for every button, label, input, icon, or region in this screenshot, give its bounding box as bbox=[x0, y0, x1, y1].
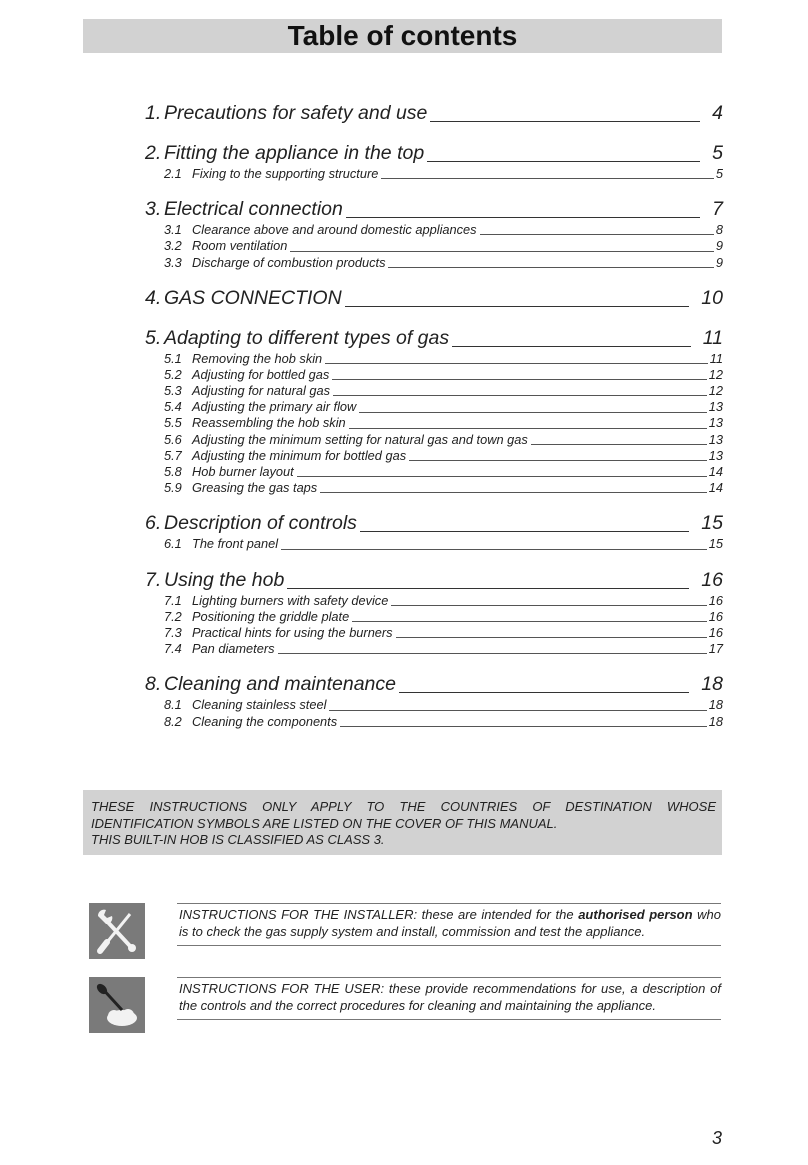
toc-entry-title: Adapting to different types of gas bbox=[164, 326, 450, 349]
toc-subentry-title: Adjusting the minimum setting for natural gas and town gas bbox=[192, 431, 528, 447]
toc-section bbox=[145, 101, 723, 126]
toc-section bbox=[145, 511, 723, 552]
tools-icon bbox=[89, 903, 145, 959]
toc-leader bbox=[360, 531, 689, 532]
toc-subentry[interactable] bbox=[145, 625, 723, 641]
toc-subentry[interactable] bbox=[145, 255, 723, 271]
toc-leader bbox=[278, 653, 707, 654]
toc-entry-page: 11 bbox=[702, 326, 723, 349]
toc-subentry-number: 3.3 bbox=[164, 254, 182, 270]
toc-subentry[interactable] bbox=[145, 448, 723, 464]
toc-subentry[interactable] bbox=[145, 383, 723, 399]
toc-subentry-page: 9 bbox=[715, 254, 723, 270]
toc-section bbox=[145, 326, 723, 497]
notice-line-1: THESE INSTRUCTIONS ONLY APPLY TO THE COUNTRIES OF DESTINATION WHOSE IDENTIFICATION SYMBOLS ARE LISTED ON THE COVER OF THIS MANUAL. bbox=[91, 799, 716, 831]
toc-entry[interactable] bbox=[145, 326, 723, 351]
toc-leader bbox=[391, 605, 706, 606]
toc-section bbox=[145, 286, 723, 311]
toc-subentry-title: Removing the hob skin bbox=[192, 350, 323, 366]
toc-leader bbox=[349, 428, 707, 429]
toc-subentry-number: 7.2 bbox=[164, 608, 182, 624]
toc-subentry[interactable] bbox=[145, 222, 723, 238]
toc-subentry-number: 5.1 bbox=[164, 350, 182, 366]
user-text: INSTRUCTIONS FOR THE USER: these provide recommendations for use, a description of the controls and the correct procedures for cleaning and maintaining the appliance. bbox=[179, 981, 721, 1013]
toc-subentry-title: Hob burner layout bbox=[192, 464, 294, 480]
installer-text-post: who is to check the gas supply system and install, commission and test the appliance. bbox=[179, 907, 721, 939]
toc-subentry-page: 5 bbox=[715, 165, 723, 181]
toc-entry-number: 5. bbox=[145, 326, 162, 349]
toc-subentry-number: 8.2 bbox=[164, 713, 182, 729]
toc-subentry[interactable] bbox=[145, 697, 723, 713]
toc-leader bbox=[297, 476, 707, 477]
toc-subentry-page: 18 bbox=[708, 697, 723, 713]
toc-subentry[interactable] bbox=[145, 609, 723, 625]
installer-text-pre: INSTRUCTIONS FOR THE INSTALLER: these are intended for the bbox=[179, 907, 579, 922]
toc-subentry[interactable] bbox=[145, 432, 723, 448]
toc-entry-number: 8. bbox=[145, 673, 162, 696]
toc-subentry-page: 8 bbox=[715, 222, 723, 238]
toc-entry-page: 4 bbox=[712, 102, 723, 124]
chef-spoon-icon bbox=[89, 977, 145, 1033]
toc-subentry-title: Room ventilation bbox=[192, 238, 288, 254]
toc-subentry-title: Lighting burners with safety device bbox=[192, 592, 389, 608]
toc-entry-number: 4. bbox=[145, 286, 162, 309]
toc-entry-title: Description of controls bbox=[164, 512, 357, 535]
table-of-contents bbox=[145, 101, 723, 745]
toc-subentry[interactable] bbox=[145, 166, 723, 182]
toc-entry-page: 18 bbox=[701, 673, 723, 696]
toc-entry-title: Cleaning and maintenance bbox=[164, 673, 397, 696]
toc-leader bbox=[409, 460, 707, 461]
toc-subentry[interactable] bbox=[145, 593, 723, 609]
installer-text-bold: authorised person bbox=[578, 907, 693, 922]
page-number: 3 bbox=[711, 1128, 722, 1148]
toc-subentry-title: Practical hints for using the burners bbox=[192, 624, 393, 640]
toc-subentry-page: 13 bbox=[708, 415, 723, 431]
toc-subentry-number: 3.1 bbox=[164, 222, 182, 238]
toc-leader bbox=[352, 621, 707, 622]
toc-subentry-title: Adjusting for bottled gas bbox=[192, 366, 330, 382]
toc-entry-title: Precautions for safety and use bbox=[164, 102, 428, 124]
toc-leader bbox=[388, 267, 713, 268]
toc-subentry[interactable] bbox=[145, 238, 723, 254]
toc-subentry-number: 6.1 bbox=[164, 536, 182, 552]
toc-subentry-page: 15 bbox=[708, 536, 723, 552]
toc-subentry-number: 7.1 bbox=[164, 592, 182, 608]
toc-entry-number: 3. bbox=[145, 198, 162, 221]
toc-entry-title: Using the hob bbox=[164, 568, 285, 591]
toc-subentry-number: 5.5 bbox=[164, 415, 182, 431]
toc-subentry-page: 18 bbox=[708, 713, 723, 729]
toc-leader bbox=[346, 217, 700, 218]
toc-subentry-page: 14 bbox=[708, 464, 723, 480]
toc-subentry-title: Reassembling the hob skin bbox=[192, 415, 346, 431]
toc-subentry-page: 17 bbox=[708, 641, 723, 657]
toc-subentry-title: Fixing to the supporting structure bbox=[192, 165, 379, 181]
toc-entry-page: 10 bbox=[701, 286, 723, 309]
toc-subentry-page: 16 bbox=[708, 624, 723, 640]
toc-subentry[interactable] bbox=[145, 399, 723, 415]
toc-subentry-title: Adjusting the minimum for bottled gas bbox=[192, 447, 407, 463]
installer-instructions bbox=[177, 903, 721, 946]
toc-leader bbox=[430, 121, 700, 122]
page-title: Table of contents bbox=[287, 20, 518, 51]
toc-leader bbox=[320, 492, 707, 493]
toc-subentry[interactable] bbox=[145, 714, 723, 730]
toc-subentry-page: 12 bbox=[708, 383, 723, 399]
toc-leader bbox=[287, 588, 689, 589]
toc-entry-page: 5 bbox=[712, 142, 723, 164]
notice-line-2: THIS BUILT-IN HOB IS CLASSIFIED AS CLASS 3. bbox=[91, 832, 385, 847]
toc-subentry-title: Discharge of combustion products bbox=[192, 254, 386, 270]
toc-subentry-page: 13 bbox=[708, 399, 723, 415]
toc-entry-number: 1. bbox=[145, 102, 162, 124]
toc-subentry-page: 14 bbox=[708, 480, 723, 496]
toc-subentry[interactable] bbox=[145, 464, 723, 480]
toc-entry-number: 7. bbox=[145, 568, 162, 591]
user-instructions bbox=[177, 977, 721, 1020]
toc-subentry-page: 13 bbox=[708, 447, 723, 463]
toc-leader bbox=[329, 710, 706, 711]
toc-subentry-title: Adjusting for natural gas bbox=[192, 383, 331, 399]
toc-subentry-number: 5.2 bbox=[164, 366, 182, 382]
toc-subentry-number: 7.4 bbox=[164, 641, 182, 657]
toc-subentry-title: The front panel bbox=[192, 536, 279, 552]
toc-entry[interactable] bbox=[145, 568, 723, 593]
toc-entry-number: 2. bbox=[145, 142, 162, 164]
toc-entry[interactable] bbox=[145, 101, 723, 126]
toc-subentry-number: 8.1 bbox=[164, 697, 182, 713]
toc-leader bbox=[325, 363, 708, 364]
toc-section bbox=[145, 568, 723, 658]
toc-entry-title: Fitting the appliance in the top bbox=[164, 142, 425, 164]
toc-leader bbox=[399, 692, 689, 693]
toc-leader bbox=[381, 178, 714, 179]
toc-subentry[interactable] bbox=[145, 367, 723, 383]
toc-leader bbox=[290, 251, 714, 252]
toc-subentry-number: 5.9 bbox=[164, 480, 182, 496]
toc-subentry-title: Greasing the gas taps bbox=[192, 480, 318, 496]
toc-leader bbox=[333, 395, 707, 396]
toc-leader bbox=[332, 379, 706, 380]
toc-subentry-page: 13 bbox=[708, 431, 723, 447]
toc-subentry-number: 2.1 bbox=[164, 165, 182, 181]
title-bar bbox=[83, 19, 722, 53]
toc-leader bbox=[345, 306, 690, 307]
toc-entry[interactable] bbox=[145, 511, 723, 536]
toc-entry-title: GAS CONNECTION bbox=[164, 286, 342, 309]
toc-subentry-title: Cleaning the components bbox=[192, 713, 338, 729]
toc-subentry-page: 11 bbox=[709, 350, 723, 366]
toc-subentry[interactable] bbox=[145, 480, 723, 496]
toc-entry-page: 16 bbox=[701, 568, 723, 591]
toc-subentry-number: 5.8 bbox=[164, 464, 182, 480]
toc-subentry[interactable] bbox=[145, 351, 723, 367]
toc-subentry-number: 5.4 bbox=[164, 399, 182, 415]
toc-subentry-page: 16 bbox=[708, 592, 723, 608]
toc-section bbox=[145, 672, 723, 729]
toc-subentry-number: 5.6 bbox=[164, 431, 182, 447]
toc-leader bbox=[452, 346, 691, 347]
toc-leader bbox=[340, 726, 707, 727]
toc-leader bbox=[359, 412, 706, 413]
toc-subentry-page: 16 bbox=[708, 608, 723, 624]
toc-subentry-number: 5.7 bbox=[164, 447, 182, 463]
toc-subentry-number: 3.2 bbox=[164, 238, 182, 254]
toc-entry-page: 15 bbox=[701, 512, 723, 535]
toc-entry-number: 6. bbox=[145, 512, 162, 535]
toc-leader bbox=[427, 161, 700, 162]
toc-leader bbox=[396, 637, 707, 638]
toc-subentry[interactable] bbox=[145, 536, 723, 552]
toc-entry-page: 7 bbox=[712, 198, 723, 221]
toc-section bbox=[145, 197, 723, 271]
toc-entry-title: Electrical connection bbox=[164, 198, 343, 221]
toc-entry[interactable] bbox=[145, 141, 723, 166]
toc-leader bbox=[281, 549, 707, 550]
toc-subentry-title: Positioning the griddle plate bbox=[192, 608, 350, 624]
toc-subentry[interactable] bbox=[145, 416, 723, 432]
toc-entry[interactable] bbox=[145, 197, 723, 222]
toc-subentry-number: 7.3 bbox=[164, 624, 182, 640]
toc-subentry-page: 12 bbox=[708, 366, 723, 382]
toc-subentry-title: Adjusting the primary air flow bbox=[192, 399, 357, 415]
toc-entry[interactable] bbox=[145, 672, 723, 697]
toc-subentry-page: 9 bbox=[715, 238, 723, 254]
toc-leader bbox=[531, 444, 707, 445]
toc-leader bbox=[480, 234, 714, 235]
toc-subentry-title: Cleaning stainless steel bbox=[192, 697, 327, 713]
toc-subentry[interactable] bbox=[145, 641, 723, 657]
toc-subentry-title: Clearance above and around domestic appliances bbox=[192, 222, 477, 238]
toc-entry[interactable] bbox=[145, 286, 723, 311]
toc-subentry-title: Pan diameters bbox=[192, 641, 275, 657]
toc-subentry-number: 5.3 bbox=[164, 383, 182, 399]
toc-section bbox=[145, 141, 723, 182]
country-notice bbox=[83, 790, 722, 855]
